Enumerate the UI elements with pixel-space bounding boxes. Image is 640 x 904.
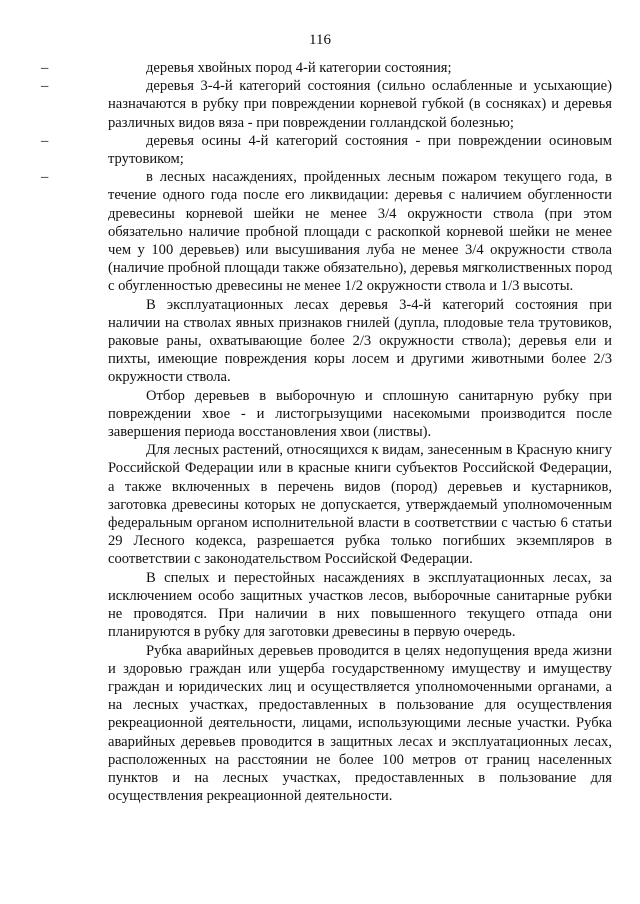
bullet-dash: –	[41, 132, 49, 149]
bullet-text: в лесных насаждениях, пройденных лесным пожаром текущего года, в течение одного года после его ликвидации: деревья с наличием обугленности древесины корневой шейки не менее 3/4 окружности ствола (при этом обязательно наличие пробной площади с раскопкой корневой шейки не менее чем у 100 деревьев) или высушивания луба не менее 3/4 окружности ствола (наличие пробной площади также обязательно), деревья мягколиственных пород с обугленностью древесины не менее 1/2 окружности ствола и 1/3 высоты.	[108, 169, 612, 295]
bullet-dash: –	[41, 60, 49, 76]
bullet-item	[41, 77, 612, 132]
paragraph: Отбор деревьев в выборочную и сплошную санитарную рубку при повреждении хвое - и листогрызущими насекомыми производится после завершения периода восстановления хвои (листвы).	[108, 387, 612, 441]
bullet-item	[41, 132, 612, 168]
bullet-text: деревья осины 4-й категорий состояния - при повреждении осиновым трутовиком;	[108, 132, 612, 168]
paragraph: В эксплуатационных лесах деревья 3-4-й категорий состояния при наличии на стволах явных признаков гнилей (дупла, плодовые тела трутовиков, раковые раны, охватывающие более 2/3 окружности ствола); деревья ели и пихты, имеющие повреждения коры лосем и другими животными более 2/3 окружности ствола.	[108, 296, 612, 386]
bullet-text: деревья хвойных пород 4-й категории состояния;	[146, 60, 452, 76]
paragraph: Для лесных растений, относящихся к видам, занесенным в Красную книгу Российской Федерации или в красные книги субъектов Российской Федерации, а также включенных в перечень видов (пород) деревьев и кустарников, заготовка древесины которых не допускается, утверждаемый уполномоченным федеральным органом исполнительной власти в соответствии с частью 6 статьи 29 Лесного кодекса, разрешается рубка только погибших экземпляров в соответствии с законодательством Российской Федерации.	[108, 442, 612, 568]
bullet-dash: –	[41, 78, 49, 95]
bullet-text: деревья 3-4-й категорий состояния (сильно ослабленные и усыхающие) назначаются в рубку при повреждении корневой губкой (в сосняках) и деревья различных видов вяза - при повреждении голландской болезнью;	[108, 78, 612, 131]
bullet-item	[41, 168, 612, 295]
page-number: 116	[309, 32, 331, 48]
paragraph: Рубка аварийных деревьев проводится в целях недопущения вреда жизни и здоровью граждан или ущерба государственному имуществу и имуществу граждан и юридических лиц и осуществляется уполномоченными органами, а на лесных участках, предоставленных в пользование для осуществления рекреационной деятельности, лицами, использующими лесные участки. Рубка аварийных деревьев проводится в защитных лесах и эксплуатационных лесах, расположенных на расстоянии не более 100 метров от границ населенных пунктов и на лесных участках, предоставленных в пользование для осуществления рекреационной деятельности.	[108, 642, 612, 805]
document-body	[41, 59, 612, 805]
bullet-item	[41, 59, 612, 77]
bullet-dash: –	[41, 169, 49, 186]
paragraph: В спелых и перестойных насаждениях в эксплуатационных лесах, за исключением особо защитных участков лесов, выборочные санитарные рубки не проводятся. При наличии в них повышенного текущего отпада они планируются в рубку для заготовки древесины в первую очередь.	[108, 569, 612, 641]
